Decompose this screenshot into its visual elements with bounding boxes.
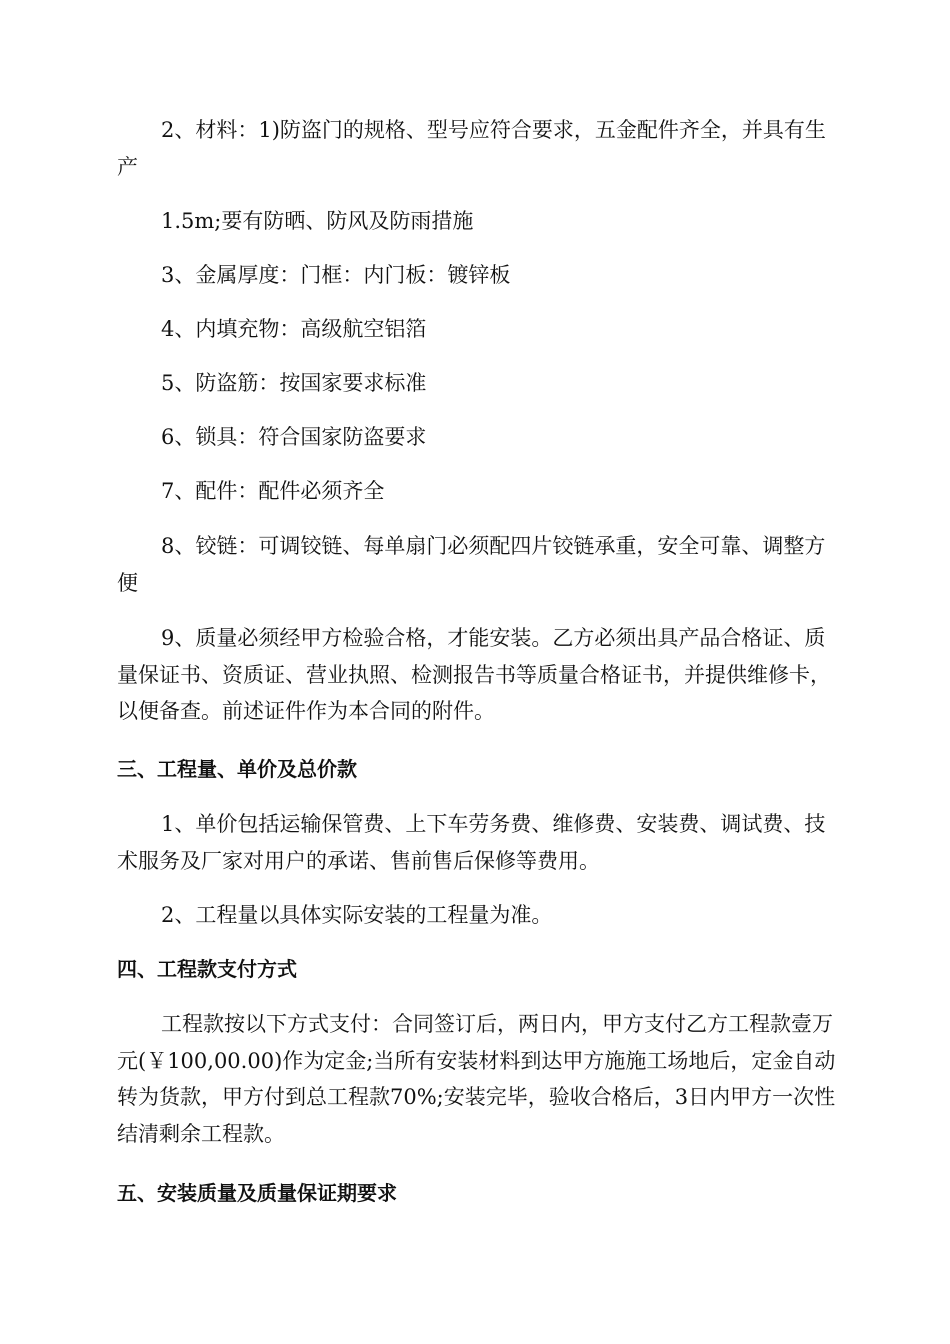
- paragraph-text: 1.5m;要有防晒、防风及防雨措施: [161, 209, 474, 233]
- paragraph-quantity-basis: [117, 897, 837, 934]
- paragraph-text: 7、配件：配件必须齐全: [161, 479, 385, 503]
- paragraph-fittings: [117, 473, 837, 510]
- paragraph-materials: [117, 112, 837, 185]
- paragraph-payment-terms: [117, 1006, 837, 1152]
- section-heading-quantity-price: [117, 751, 837, 788]
- paragraph-text: 8、铰链：可调铰链、每单扇门必须配四片铰链承重，安全可靠、调整方便: [117, 534, 826, 595]
- paragraph-text: 6、锁具：符合国家防盗要求: [161, 425, 427, 449]
- paragraph-anti-theft-bars: [117, 365, 837, 402]
- paragraph-text: 9、质量必须经甲方检验合格，才能安装。乙方必须出具产品合格证、质量保证书、资质证、营业执照、检测报告书等质量合格证书，并提供维修卡，以便备查。前述证件作为本合同的附件。: [117, 626, 831, 723]
- section-heading-payment: [117, 951, 837, 988]
- section-heading-quality-warranty: [117, 1175, 837, 1212]
- paragraph-filler: [117, 311, 837, 348]
- paragraph-text: 2、工程量以具体实际安装的工程量为准。: [161, 903, 553, 927]
- heading-text: 五、安装质量及质量保证期要求: [117, 1181, 397, 1205]
- paragraph-locks: [117, 419, 837, 456]
- paragraph-quality-inspection: [117, 620, 837, 730]
- paragraph-weather-measures: [117, 203, 837, 240]
- paragraph-metal-thickness: [117, 257, 837, 294]
- paragraph-hinges: [117, 528, 837, 601]
- heading-text: 四、工程款支付方式: [117, 957, 297, 981]
- paragraph-text: 1、单价包括运输保管费、上下车劳务费、维修费、安装费、调试费、技术服务及厂家对用户的承诺、售前售后保修等费用。: [117, 812, 826, 873]
- paragraph-unit-price: [117, 806, 837, 879]
- paragraph-text: 5、防盗筋：按国家要求标准: [161, 371, 427, 395]
- paragraph-text: 3、金属厚度：门框：内门板：镀锌板: [161, 263, 511, 287]
- paragraph-text: 4、内填充物：高级航空铝箔: [161, 317, 427, 341]
- heading-text: 三、工程量、单价及总价款: [117, 757, 357, 781]
- paragraph-text: 2、材料：1)防盗门的规格、型号应符合要求，五金配件齐全，并具有生产: [117, 118, 826, 179]
- paragraph-text: 工程款按以下方式支付：合同签订后，两日内，甲方支付乙方工程款壹万元(￥100,00.00)作为定金;当所有安装材料到达甲方施施工场地后，定金自动转为货款，甲方付到总工程款70%;安装完毕，验收合格后，3日内甲方一次性结清剩余工程款。: [117, 1012, 836, 1146]
